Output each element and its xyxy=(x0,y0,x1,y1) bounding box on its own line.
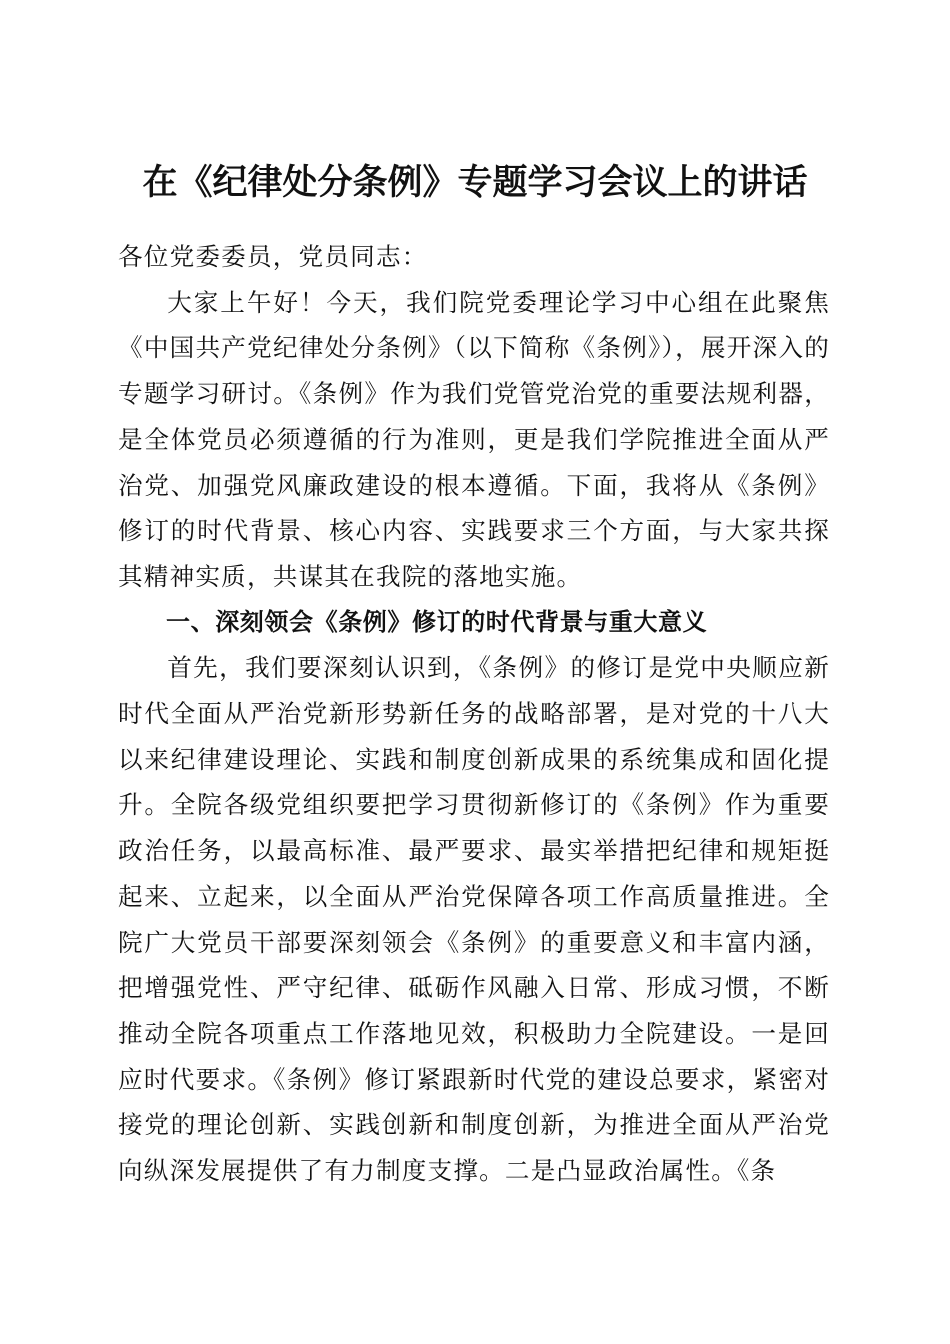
document-body xyxy=(118,234,830,1194)
section-heading: 一、深刻领会《条例》修订的时代背景与重大意义 xyxy=(166,607,708,636)
section-paragraph: 首先，我们要深刻认识到，《条例》的修订是党中央顺应新时代全面从严治党新形势新任务的战略部署，是对党的十八大以来纪律建设理论、实践和制度创新成果的系统集成和固化提升。全院各级党组织要把学习贯彻新修订的《条例》作为重要政治任务，以最高标准、最严要求、最实举措把纪律和规矩挺起来、立起来，以全面从严治党保障各项工作高质量推进。全院广大党员干部要深刻领会《条例》的重要意义和丰富内涵，把增强党性、严守纪律、砥砺作风融入日常、形成习惯，不断推动全院各项重点工作落地见效，积极助力全院建设。一是回应时代要求。《条例》修订紧跟新时代党的建设总要求，紧密对接党的理论创新、实践创新和制度创新，为推进全面从严治党向纵深发展提供了有力制度支撑。二是凸显政治属性。《条 xyxy=(118,653,830,1186)
intro-paragraph: 大家上午好！今天，我们院党委理论学习中心组在此聚焦《中国共产党纪律处分条例》（以下简称《条例》），展开深入的专题学习研讨。《条例》作为我们党管党治党的重要法规利器，是全体党员必须遵循的行为准则，更是我们学院推进全面从严治党、加强党风廉政建设的根本遵循。下面，我将从《条例》修订的时代背景、核心内容、实践要求三个方面，与大家共探其精神实质，共谋其在我院的落地实施。 xyxy=(118,287,830,591)
salutation: 各位党委委员，党员同志： xyxy=(118,242,428,271)
document-title: 在《纪律处分条例》专题学习会议上的讲话 xyxy=(142,162,808,204)
